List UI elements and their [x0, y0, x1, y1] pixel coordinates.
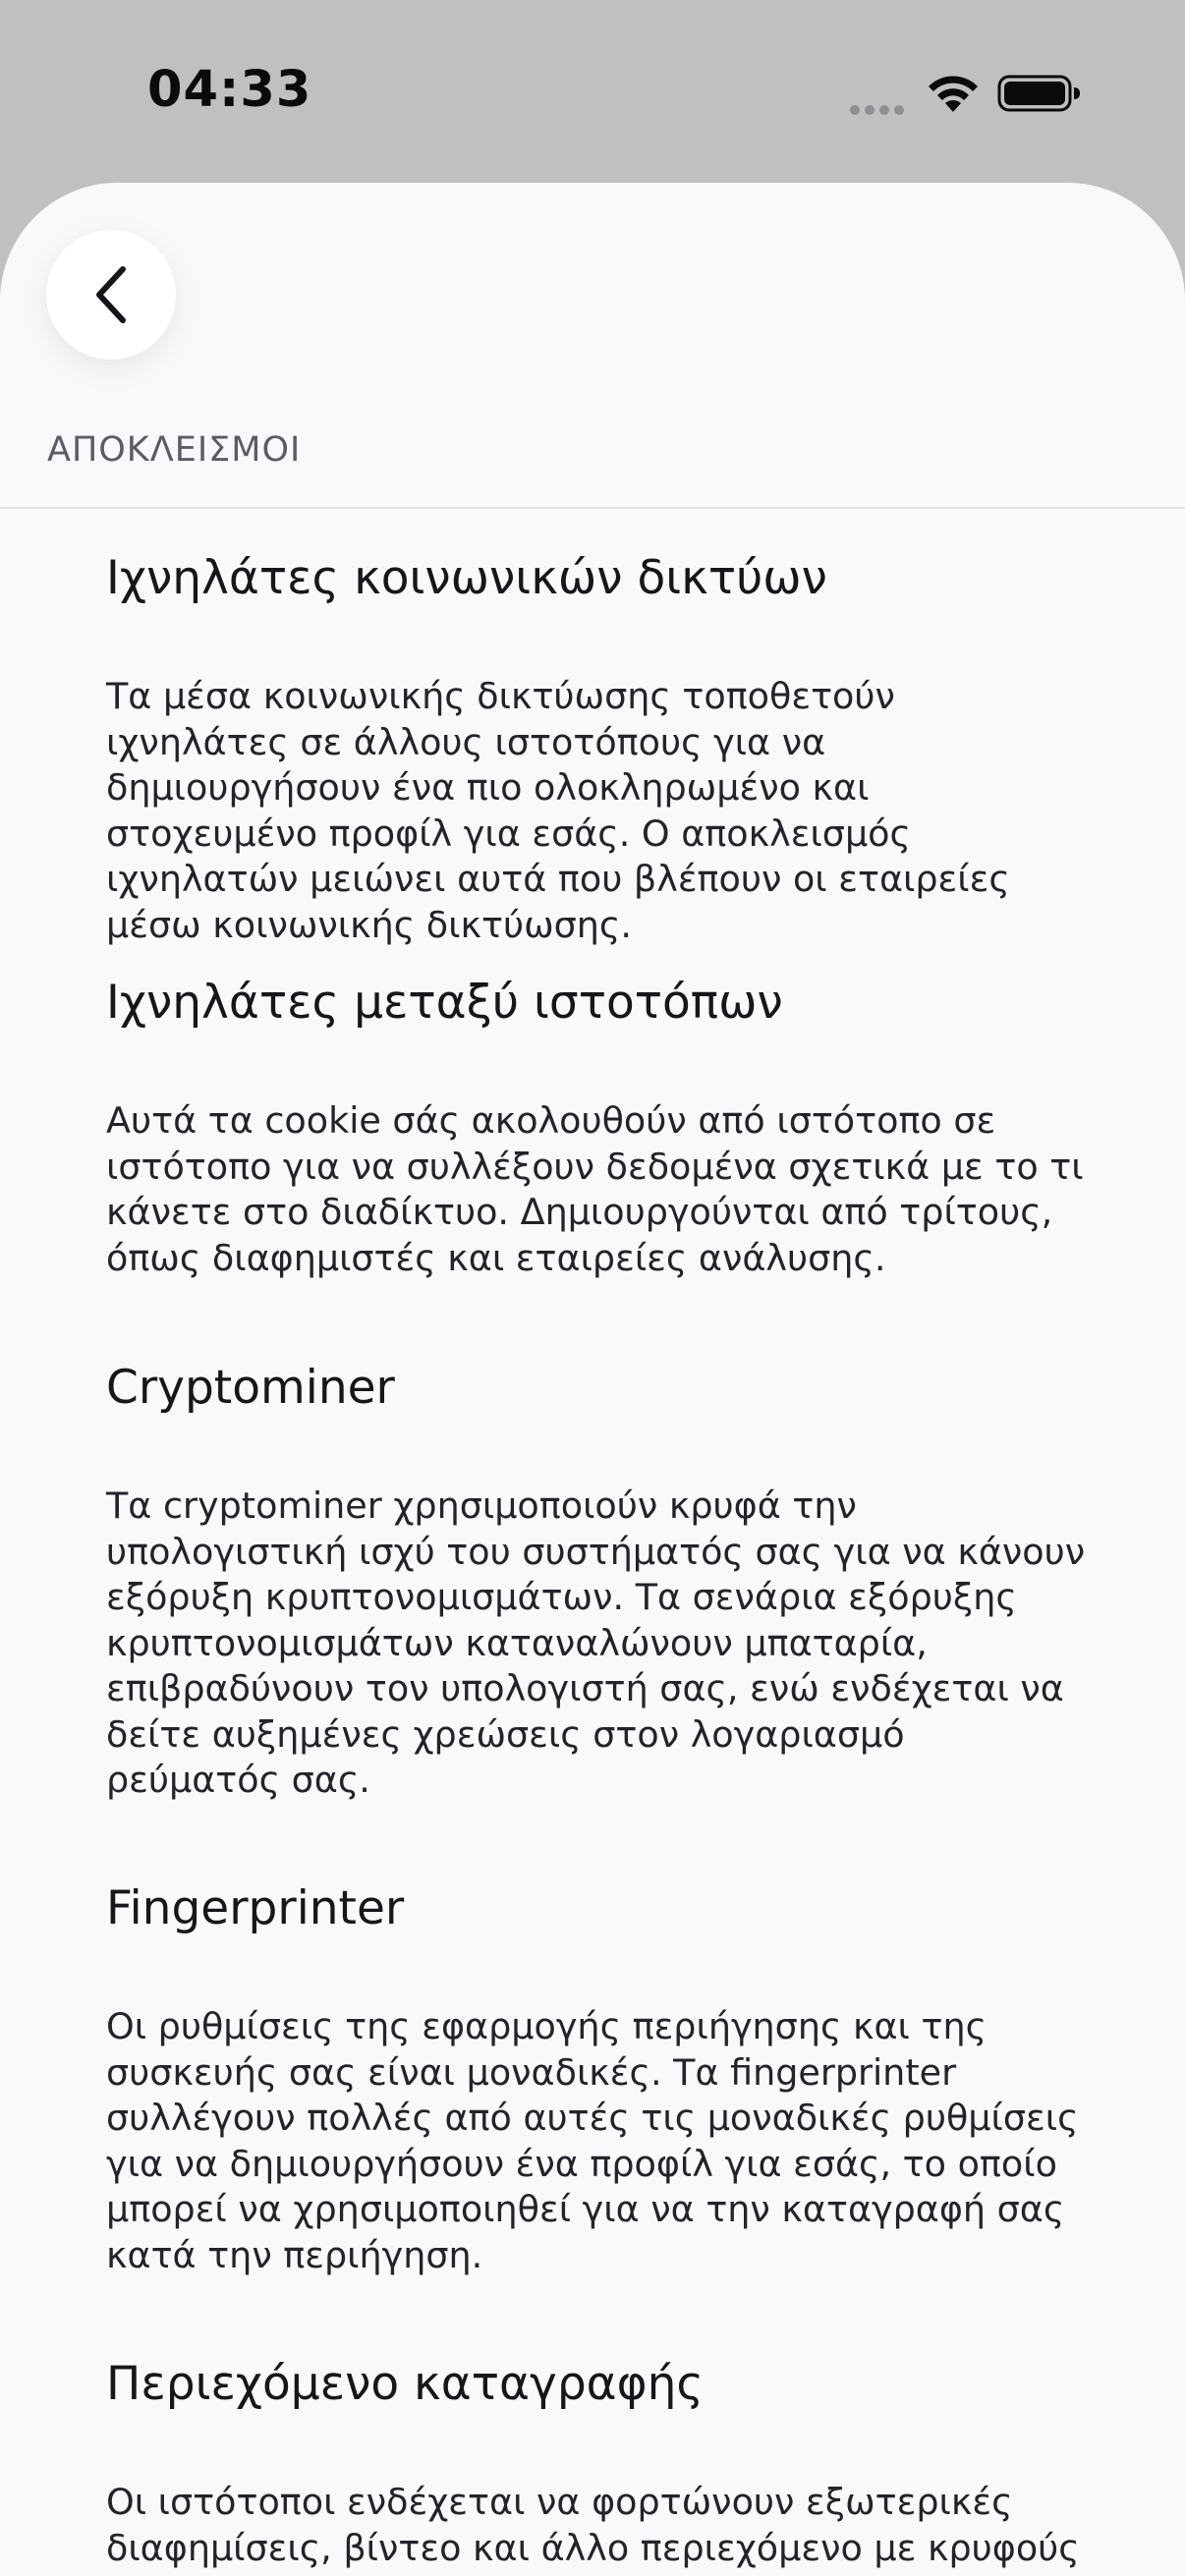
list-item: [106, 548, 1089, 973]
list-item: [106, 1358, 1089, 1878]
status-time: 04:33: [147, 61, 312, 119]
battery-icon: [997, 73, 1082, 114]
item-description: Οι ιστότοποι ενδέχεται να φορτώνουν εξωτερικές διαφημίσεις, βίντεο και άλλο περιεχόμενο με κρυφούς: [106, 2481, 1080, 2569]
item-title: Ιχνηλάτες μεταξύ ιστοτόπων: [106, 976, 783, 1030]
list-item: [106, 1878, 1089, 2354]
item-title: Ιχνηλάτες κοινωνικών δικτύων: [106, 551, 827, 605]
blocking-info-sheet: [0, 183, 1185, 2576]
wifi-icon: [926, 73, 981, 114]
divider: [0, 507, 1185, 509]
item-description: Τα cryptominer χρησιμοποιούν κρυφά την υπολογιστική ισχύ του συστήματός σας για να κάνουν εξόρυξη κρυπτονομισμάτων. Τα σενάρια εξόρυξης κρυπτονομισμάτων καταναλώνουν μπαταρία, επιβραδύνουν τον υπολογιστή σας, ενώ ενδέχεται να δείτε αυξημένες χρεώσεις στον λογαριασμό ρεύματός σας.: [106, 1484, 1086, 1801]
blocking-list: [106, 548, 1089, 2571]
item-title: Περιεχόμενο καταγραφής: [106, 2357, 705, 2411]
signal-dots-icon: [849, 104, 908, 116]
section-header: ΑΠΟΚΛΕΙΣΜΟΙ: [47, 430, 302, 470]
item-description: Αυτά τα cookie σάς ακολουθούν από ιστότοπο σε ιστότοπο για να συλλέξουν δεδομένα σχετικά με το τι κάνετε στο διαδίκτυο. Δημιουργούνται από τρίτους, όπως διαφημιστές και εταιρείες ανάλυσης.: [106, 1099, 1084, 1279]
list-item: [106, 973, 1089, 1358]
item-description: Οι ρυθμίσεις της εφαρμογής περιήγησης και της συσκευής σας είναι μοναδικές. Τα fingerprinter συλλέγουν πολλές από αυτές τις μοναδικές ρυθμίσεις για να δημιουργήσουν ένα προφίλ για εσάς, το οποίο μπορεί να χρησιμοποιηθεί για να την καταγραφή σας κατά την περιήγηση.: [106, 2005, 1079, 2276]
item-title: Cryptominer: [106, 1361, 395, 1415]
list-item: [106, 2354, 1089, 2571]
back-button[interactable]: [46, 230, 176, 360]
item-title: Fingerprinter: [106, 1881, 405, 1935]
item-description: Τα μέσα κοινωνικής δικτύωσης τοποθετούν ιχνηλάτες σε άλλους ιστοτόπους για να δημιουργήσουν ένα πιο ολοκληρωμένο και στοχευμένο προφίλ για εσάς. Ο αποκλεισμός ιχνηλατών μειώνει αυτά που βλέπουν οι εταιρείες μέσω κοινωνικής δικτύωσης.: [106, 675, 1010, 946]
status-bar: [0, 0, 1185, 187]
chevron-left-icon: [89, 263, 133, 326]
